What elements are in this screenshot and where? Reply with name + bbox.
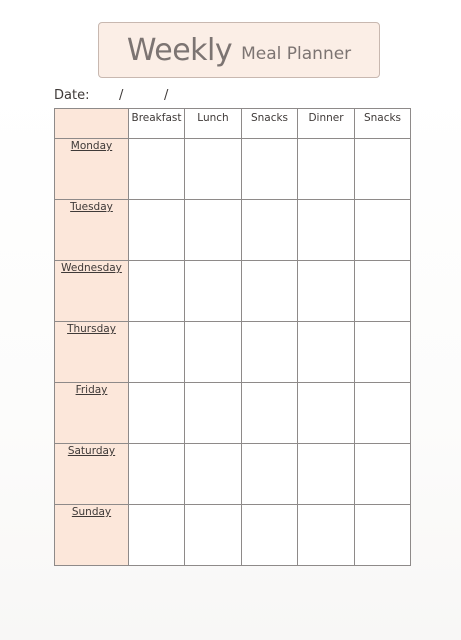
day-label-cell	[55, 444, 129, 505]
meal-cell[interactable]	[355, 261, 411, 322]
meal-cell[interactable]	[242, 383, 298, 444]
day-label-cell	[55, 200, 129, 261]
meal-cell[interactable]	[185, 322, 242, 383]
column-header-breakfast: Breakfast	[129, 109, 185, 139]
meal-cell[interactable]	[355, 505, 411, 566]
date-label: Date:	[54, 88, 90, 103]
date-separator-1: /	[119, 88, 124, 103]
meal-cell[interactable]	[185, 139, 242, 200]
day-label: Friday	[75, 384, 108, 396]
page-subtitle: Meal Planner	[241, 44, 352, 64]
meal-cell[interactable]	[185, 383, 242, 444]
column-header-lunch: Lunch	[185, 109, 242, 139]
meal-planner-grid	[54, 108, 411, 566]
day-row	[55, 322, 411, 383]
day-label-cell	[55, 261, 129, 322]
day-label: Saturday	[67, 445, 116, 457]
meal-cell[interactable]	[355, 383, 411, 444]
meal-cell[interactable]	[185, 505, 242, 566]
meal-cell[interactable]	[242, 200, 298, 261]
meal-cell[interactable]	[298, 261, 355, 322]
meal-cell[interactable]	[355, 322, 411, 383]
column-header-snacks-2: Snacks	[355, 109, 411, 139]
corner-cell	[55, 109, 129, 139]
meal-cell[interactable]	[129, 383, 185, 444]
meal-cell[interactable]	[242, 505, 298, 566]
meal-cell[interactable]	[129, 200, 185, 261]
meal-cell[interactable]	[129, 505, 185, 566]
meal-cell[interactable]	[129, 139, 185, 200]
day-row	[55, 261, 411, 322]
day-label-cell	[55, 383, 129, 444]
day-label: Tuesday	[70, 201, 113, 213]
meal-cell[interactable]	[242, 444, 298, 505]
meal-cell[interactable]	[355, 444, 411, 505]
meal-cell[interactable]	[185, 261, 242, 322]
day-label-cell	[55, 505, 129, 566]
meal-cell[interactable]	[298, 200, 355, 261]
day-row	[55, 200, 411, 261]
column-header-dinner: Dinner	[298, 109, 355, 139]
day-row	[55, 383, 411, 444]
meal-cell[interactable]	[298, 444, 355, 505]
day-label: Monday	[70, 140, 113, 152]
day-label-cell	[55, 139, 129, 200]
meal-cell[interactable]	[185, 200, 242, 261]
meal-cell[interactable]	[242, 261, 298, 322]
meal-cell[interactable]	[129, 322, 185, 383]
meal-cell[interactable]	[298, 139, 355, 200]
meal-cell[interactable]	[129, 444, 185, 505]
day-label: Thursday	[67, 323, 116, 335]
day-label: Wednesday	[61, 262, 122, 274]
meal-cell[interactable]	[298, 322, 355, 383]
day-row	[55, 505, 411, 566]
meal-cell[interactable]	[355, 139, 411, 200]
date-separator-2: /	[164, 88, 169, 103]
day-label: Sunday	[71, 506, 112, 518]
meal-cell[interactable]	[185, 444, 242, 505]
meal-cell[interactable]	[129, 261, 185, 322]
day-row	[55, 444, 411, 505]
header-row	[55, 109, 411, 139]
page-title: Weekly	[126, 32, 233, 68]
title-banner	[98, 22, 380, 78]
meal-cell[interactable]	[355, 200, 411, 261]
column-header-snacks-1: Snacks	[242, 109, 298, 139]
day-row	[55, 139, 411, 200]
meal-cell[interactable]	[242, 139, 298, 200]
date-row	[54, 88, 254, 106]
meal-cell[interactable]	[298, 505, 355, 566]
meal-cell[interactable]	[298, 383, 355, 444]
meal-cell[interactable]	[242, 322, 298, 383]
day-label-cell	[55, 322, 129, 383]
